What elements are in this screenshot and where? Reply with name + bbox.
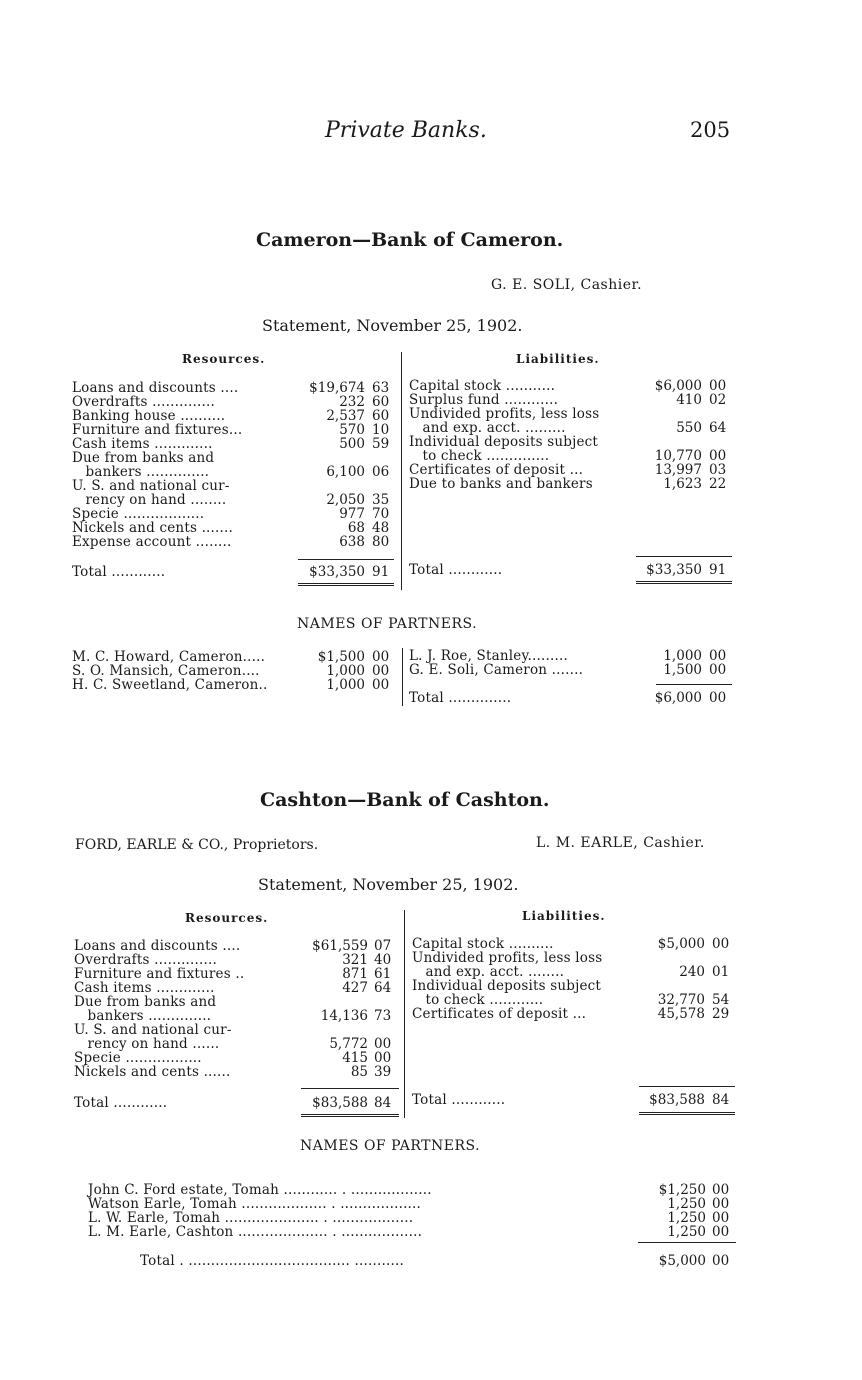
liability-row bbox=[412, 979, 737, 993]
resource-row bbox=[72, 395, 397, 409]
row-label: Total . .................................... ........... bbox=[140, 1253, 404, 1269]
row-cents: 80 bbox=[372, 534, 390, 550]
row-label: Due from banks and bbox=[72, 450, 215, 466]
row-dollars: $5,000 bbox=[658, 1253, 706, 1269]
row-cents: 00 bbox=[709, 690, 727, 706]
row-cents: 10 bbox=[372, 422, 390, 438]
resource-row bbox=[74, 1051, 400, 1065]
row-label: John C. Ford estate, Tomah ............ . .................. bbox=[88, 1182, 432, 1198]
liabilities-table bbox=[412, 937, 737, 1021]
row-cents: 29 bbox=[712, 1006, 730, 1022]
row-label: H. C. Sweetland, Cameron.. bbox=[72, 677, 268, 693]
row-label: rency on hand ........ bbox=[72, 492, 227, 508]
row-dollars: 550 bbox=[676, 420, 702, 436]
row-label: L. W. Earle, Tomah ..................... . .................. bbox=[88, 1210, 414, 1226]
partner-row bbox=[88, 1211, 738, 1225]
resource-row bbox=[74, 939, 400, 953]
resources-total bbox=[74, 1096, 400, 1110]
row-dollars: $19,674 bbox=[309, 380, 365, 396]
row-label: Furniture and fixtures .. bbox=[74, 966, 245, 982]
proprietors-name: FORD, EARLE & CO., Proprietors. bbox=[75, 837, 319, 853]
row-cents: 73 bbox=[374, 1008, 392, 1024]
row-label: Banking house .......... bbox=[72, 408, 226, 424]
row-cents: 00 bbox=[374, 1036, 392, 1052]
partners-right-table bbox=[409, 649, 734, 677]
page-number: 205 bbox=[690, 118, 731, 142]
liability-row bbox=[409, 449, 734, 463]
total-double-rule bbox=[639, 1112, 735, 1115]
row-label: Furniture and fixtures... bbox=[72, 422, 243, 438]
row-label: Certificates of deposit ... bbox=[412, 1006, 587, 1022]
row-dollars: $6,000 bbox=[654, 690, 702, 706]
row-label: Total .............. bbox=[409, 690, 512, 706]
resource-row bbox=[74, 995, 400, 1009]
row-cents: 39 bbox=[374, 1064, 392, 1080]
row-dollars: $1,250 bbox=[658, 1182, 706, 1198]
total-row bbox=[140, 1254, 738, 1268]
row-label: Due from banks and bbox=[74, 994, 217, 1010]
row-dollars: 1,250 bbox=[667, 1224, 706, 1240]
resource-row bbox=[72, 409, 397, 423]
row-label: Specie ................. bbox=[74, 1050, 202, 1066]
resource-row bbox=[74, 1009, 400, 1023]
row-cents: 07 bbox=[374, 938, 392, 954]
row-cents: 00 bbox=[712, 1196, 730, 1212]
row-label: Individual deposits subject bbox=[409, 434, 599, 450]
resource-row bbox=[72, 381, 397, 395]
partner-row bbox=[72, 664, 397, 678]
row-cents: 03 bbox=[709, 462, 727, 478]
row-cents: 00 bbox=[374, 1050, 392, 1066]
row-dollars: $61,559 bbox=[312, 938, 368, 954]
row-label: G. E. Soli, Cameron ....... bbox=[409, 662, 584, 678]
row-label: U. S. and national cur- bbox=[72, 478, 230, 494]
partner-row bbox=[72, 650, 397, 664]
resources-table bbox=[74, 939, 400, 1079]
row-dollars: 427 bbox=[342, 980, 368, 996]
row-label: Total ............ bbox=[412, 1092, 506, 1108]
row-dollars: 638 bbox=[339, 534, 365, 550]
resource-row bbox=[74, 1023, 400, 1037]
row-label: Specie .................. bbox=[72, 506, 205, 522]
row-cents: 91 bbox=[372, 564, 390, 580]
row-label: L. J. Roe, Stanley......... bbox=[409, 648, 568, 664]
column-divider bbox=[402, 648, 403, 706]
row-dollars: 2,050 bbox=[326, 492, 365, 508]
row-dollars: 68 bbox=[347, 520, 365, 536]
resource-row bbox=[72, 479, 397, 493]
row-cents: 59 bbox=[372, 436, 390, 452]
row-cents: 22 bbox=[709, 476, 727, 492]
row-dollars: $1,500 bbox=[317, 649, 365, 665]
resource-row bbox=[72, 451, 397, 465]
resource-row bbox=[72, 465, 397, 479]
row-label: Overdrafts .............. bbox=[72, 394, 215, 410]
liabilities-heading: Liabilities. bbox=[516, 352, 600, 366]
row-cents: 91 bbox=[709, 562, 727, 578]
resources-heading: Resources. bbox=[182, 352, 266, 366]
row-dollars: 1,000 bbox=[663, 648, 702, 664]
row-dollars: 10,770 bbox=[654, 448, 702, 464]
row-label: and exp. acct. ......... bbox=[409, 420, 566, 436]
running-title: Private Banks. bbox=[325, 118, 487, 143]
row-dollars: $6,000 bbox=[654, 378, 702, 394]
row-label: Loans and discounts .... bbox=[72, 380, 239, 396]
row-cents: 48 bbox=[372, 520, 390, 536]
resources-total bbox=[72, 565, 397, 579]
row-cents: 00 bbox=[712, 1253, 730, 1269]
row-dollars: 1,000 bbox=[326, 677, 365, 693]
row-label: Cash items ............. bbox=[72, 436, 213, 452]
row-cents: 00 bbox=[712, 1182, 730, 1198]
row-dollars: 1,000 bbox=[326, 663, 365, 679]
liability-row bbox=[409, 477, 734, 491]
row-label: Total ............ bbox=[409, 562, 503, 578]
cashier-name: G. E. SOLI, Cashier. bbox=[491, 277, 643, 293]
row-label: Nickels and cents ....... bbox=[72, 520, 234, 536]
row-label: Undivided profits, less loss bbox=[412, 950, 603, 966]
row-label: M. C. Howard, Cameron..... bbox=[72, 649, 266, 665]
row-dollars: 1,250 bbox=[667, 1210, 706, 1226]
statement-date: Statement, November 25, 1902. bbox=[262, 316, 523, 335]
liability-row bbox=[412, 993, 737, 1007]
row-cents: 00 bbox=[709, 378, 727, 394]
row-dollars: 1,250 bbox=[667, 1196, 706, 1212]
resource-row bbox=[72, 521, 397, 535]
liability-row bbox=[409, 435, 734, 449]
row-cents: 00 bbox=[709, 448, 727, 464]
row-label: to check .............. bbox=[409, 448, 550, 464]
bank-title: Cameron—Bank of Cameron. bbox=[256, 229, 564, 251]
row-dollars: 500 bbox=[339, 436, 365, 452]
row-dollars: 5,772 bbox=[329, 1036, 368, 1052]
row-dollars: $33,350 bbox=[646, 562, 702, 578]
row-cents: 00 bbox=[712, 936, 730, 952]
total-double-rule bbox=[298, 583, 394, 586]
row-dollars: 977 bbox=[339, 506, 365, 522]
row-label: Cash items ............. bbox=[74, 980, 215, 996]
row-label: L. M. Earle, Cashton .................... . .................. bbox=[88, 1224, 423, 1240]
row-dollars: 240 bbox=[679, 964, 705, 980]
partners-left-table bbox=[72, 650, 397, 692]
liabilities-table bbox=[409, 379, 734, 491]
row-dollars: $83,588 bbox=[312, 1095, 368, 1111]
bank-title: Cashton—Bank of Cashton. bbox=[260, 789, 550, 811]
row-dollars: 1,623 bbox=[663, 476, 702, 492]
row-dollars: $5,000 bbox=[657, 936, 705, 952]
row-cents: 64 bbox=[374, 980, 392, 996]
row-label: S. O. Mansich, Cameron.... bbox=[72, 663, 260, 679]
row-dollars: 32,770 bbox=[657, 992, 705, 1008]
row-label: rency on hand ...... bbox=[74, 1036, 220, 1052]
row-dollars: 45,578 bbox=[657, 1006, 705, 1022]
row-label: Certificates of deposit ... bbox=[409, 462, 584, 478]
partners-heading: NAMES OF PARTNERS. bbox=[297, 616, 478, 632]
total-double-rule bbox=[636, 581, 732, 584]
total-double-rule bbox=[301, 1114, 399, 1117]
partner-row bbox=[88, 1197, 738, 1211]
resource-row bbox=[74, 953, 400, 967]
row-dollars: 570 bbox=[339, 422, 365, 438]
resource-row bbox=[74, 1065, 400, 1079]
row-label: Overdrafts .............. bbox=[74, 952, 217, 968]
row-cents: 70 bbox=[372, 506, 390, 522]
resources-table bbox=[72, 381, 397, 549]
liability-row bbox=[412, 1007, 737, 1021]
resource-row bbox=[72, 423, 397, 437]
total-row bbox=[409, 691, 734, 705]
row-label: Watson Earle, Tomah ................... . .................. bbox=[88, 1196, 422, 1212]
row-cents: 02 bbox=[709, 392, 727, 408]
row-cents: 00 bbox=[372, 677, 390, 693]
row-dollars: 13,997 bbox=[654, 462, 702, 478]
partner-row bbox=[88, 1183, 738, 1197]
total-rule bbox=[656, 684, 732, 685]
row-cents: 60 bbox=[372, 408, 390, 424]
row-cents: 00 bbox=[712, 1224, 730, 1240]
total-row bbox=[72, 565, 397, 579]
row-cents: 06 bbox=[372, 464, 390, 480]
row-label: Nickels and cents ...... bbox=[74, 1064, 231, 1080]
row-cents: 35 bbox=[372, 492, 390, 508]
row-label: bankers .............. bbox=[72, 464, 210, 480]
row-dollars: 321 bbox=[342, 952, 368, 968]
resources-heading: Resources. bbox=[185, 911, 269, 925]
row-cents: 00 bbox=[712, 1210, 730, 1226]
resource-row bbox=[72, 535, 397, 549]
liability-row bbox=[412, 965, 737, 979]
total-row bbox=[412, 1093, 737, 1107]
row-label: Expense account ........ bbox=[72, 534, 232, 550]
partners-table bbox=[88, 1183, 738, 1239]
row-label: to check ............ bbox=[412, 992, 544, 1008]
column-divider bbox=[404, 910, 405, 1118]
total-row bbox=[409, 563, 734, 577]
liabilities-heading: Liabilities. bbox=[522, 909, 606, 923]
total-rule bbox=[639, 1086, 735, 1087]
partners-heading: NAMES OF PARTNERS. bbox=[300, 1138, 481, 1154]
row-cents: 54 bbox=[712, 992, 730, 1008]
row-cents: 00 bbox=[372, 663, 390, 679]
row-dollars: 14,136 bbox=[320, 1008, 368, 1024]
row-dollars: 232 bbox=[339, 394, 365, 410]
liability-row bbox=[409, 463, 734, 477]
partner-row bbox=[88, 1225, 738, 1239]
total-rule bbox=[638, 1242, 736, 1243]
column-divider bbox=[401, 352, 402, 590]
row-label: Loans and discounts .... bbox=[74, 938, 241, 954]
total-rule bbox=[301, 1088, 399, 1089]
row-label: Capital stock ........... bbox=[409, 378, 556, 394]
row-cents: 00 bbox=[709, 662, 727, 678]
total-rule bbox=[298, 559, 394, 560]
row-cents: 40 bbox=[374, 952, 392, 968]
row-label: U. S. and national cur- bbox=[74, 1022, 232, 1038]
resource-row bbox=[74, 967, 400, 981]
liability-row bbox=[409, 393, 734, 407]
row-dollars: 415 bbox=[342, 1050, 368, 1066]
row-cents: 00 bbox=[372, 649, 390, 665]
partners-total bbox=[140, 1254, 738, 1268]
partner-row bbox=[409, 663, 734, 677]
row-dollars: 85 bbox=[350, 1064, 368, 1080]
resource-row bbox=[74, 981, 400, 995]
row-label: bankers .............. bbox=[74, 1008, 212, 1024]
row-label: Total ............ bbox=[72, 564, 166, 580]
resource-row bbox=[72, 437, 397, 451]
row-cents: 00 bbox=[709, 648, 727, 664]
resource-row bbox=[72, 507, 397, 521]
row-cents: 84 bbox=[374, 1095, 392, 1111]
row-label: Surplus fund ............ bbox=[409, 392, 559, 408]
row-dollars: $83,588 bbox=[649, 1092, 705, 1108]
liability-row bbox=[409, 421, 734, 435]
row-dollars: 2,537 bbox=[326, 408, 365, 424]
cashier-name: L. M. EARLE, Cashier. bbox=[536, 835, 705, 851]
row-label: Total ............ bbox=[74, 1095, 168, 1111]
resource-row bbox=[72, 493, 397, 507]
row-label: Due to banks and bankers bbox=[409, 476, 593, 492]
row-dollars: 871 bbox=[342, 966, 368, 982]
liability-row bbox=[409, 407, 734, 421]
total-rule bbox=[636, 556, 732, 557]
statement-date: Statement, November 25, 1902. bbox=[258, 875, 519, 894]
row-label: Individual deposits subject bbox=[412, 978, 602, 994]
row-dollars: 6,100 bbox=[326, 464, 365, 480]
row-label: and exp. acct. ........ bbox=[412, 964, 565, 980]
liability-row bbox=[409, 379, 734, 393]
row-cents: 64 bbox=[709, 420, 727, 436]
row-dollars: 410 bbox=[676, 392, 702, 408]
liabilities-total bbox=[409, 563, 734, 577]
row-label: Undivided profits, less loss bbox=[409, 406, 600, 422]
row-cents: 61 bbox=[374, 966, 392, 982]
liability-row bbox=[412, 937, 737, 951]
resource-row bbox=[74, 1037, 400, 1051]
liability-row bbox=[412, 951, 737, 965]
partner-row bbox=[72, 678, 397, 692]
row-dollars: 1,500 bbox=[663, 662, 702, 678]
row-dollars: $33,350 bbox=[309, 564, 365, 580]
partners-total bbox=[409, 691, 734, 705]
row-cents: 84 bbox=[712, 1092, 730, 1108]
row-label: Capital stock .......... bbox=[412, 936, 554, 952]
row-cents: 01 bbox=[712, 964, 730, 980]
row-cents: 60 bbox=[372, 394, 390, 410]
total-row bbox=[74, 1096, 400, 1110]
liabilities-total bbox=[412, 1093, 737, 1107]
row-cents: 63 bbox=[372, 380, 390, 396]
partner-row bbox=[409, 649, 734, 663]
